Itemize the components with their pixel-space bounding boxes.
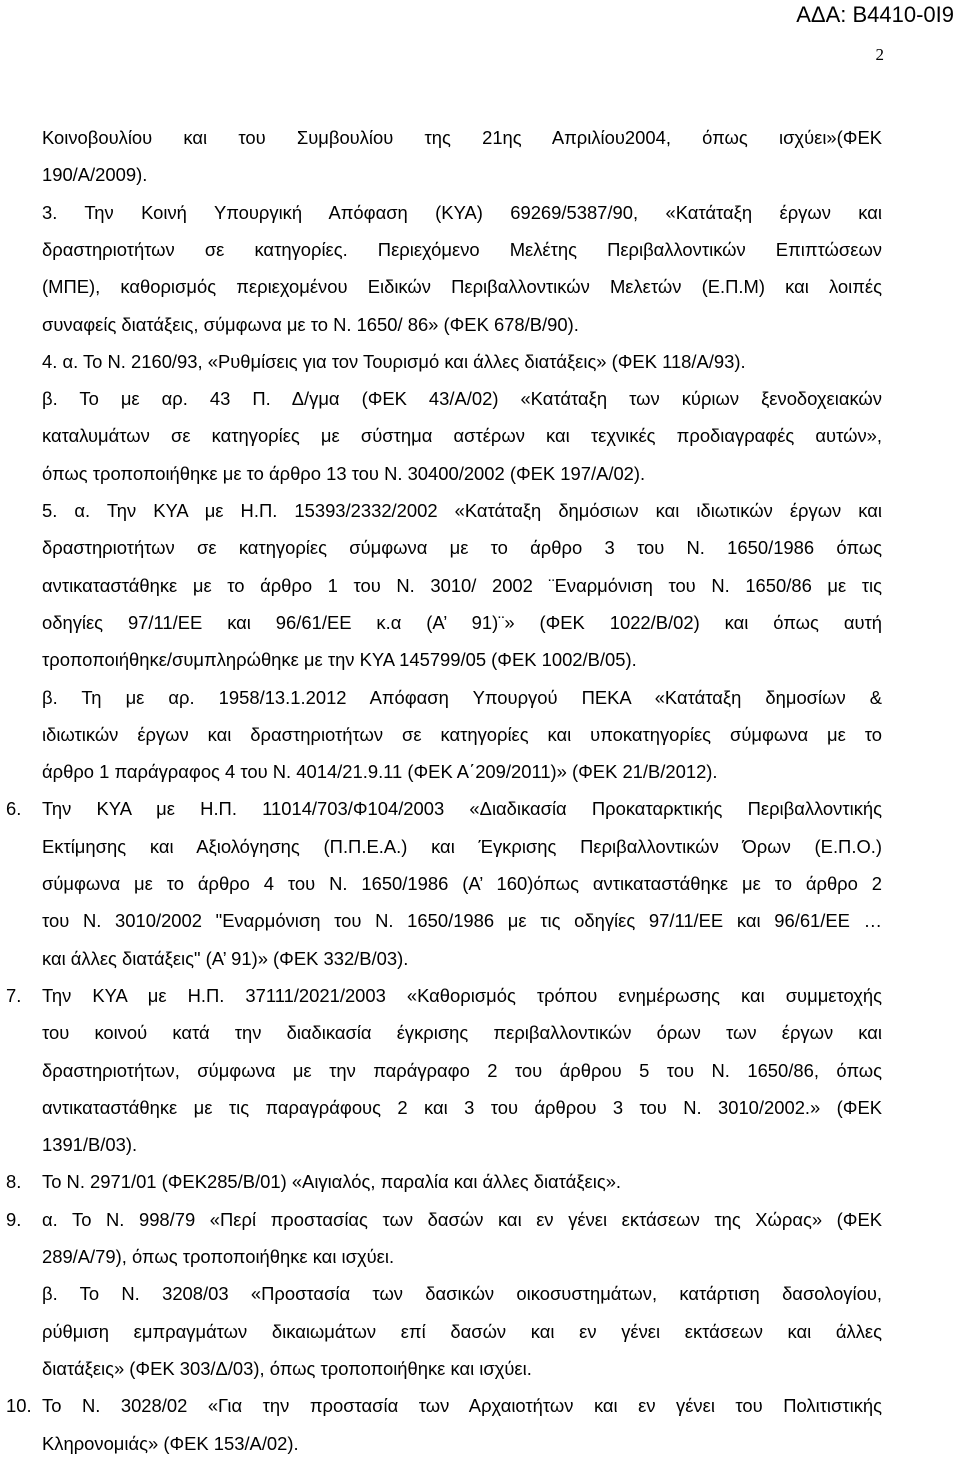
text-line: α. Το Ν. 998/79 «Περί προστασίας των δασών και εν γένει εκτάσεων της Χώρας» (ΦΕΚ <box>42 1209 882 1230</box>
ada-identifier: ΑΔΑ: Β4410-0Ι9 <box>796 2 954 27</box>
text-line: 4. α. Το Ν. 2160/93, «Ρυθμίσεις για τον Τουρισμό και άλλες διατάξεις» (ΦΕΚ 118/Α/93). <box>42 351 746 372</box>
list-number: 8. <box>6 1171 22 1192</box>
text-line: Κοινοβουλίου και του Συμβουλίου της 21ης Απριλίου2004, όπως ισχύει»(ΦΕΚ <box>42 127 882 148</box>
text-line: δραστηριοτήτων σε κατηγορίες. Περιεχόμενο Μελέτης Περιβαλλοντικών Επιπτώσεων <box>42 239 882 260</box>
text-line: 3. Την Κοινή Υπουργική Απόφαση (ΚΥΑ) 69269/5387/90, «Κατάταξη έργων και <box>42 202 882 223</box>
text-line: σύμφωνα με το άρθρο 4 του Ν. 1650/1986 (Α’ 160)όπως αντικαταστάθηκε με το άρθρο 2 <box>42 873 882 894</box>
text-line: Το Ν. 2971/01 (ΦΕΚ285/Β/01) «Αιγιαλός, παραλία και άλλες διατάξεις». <box>42 1171 622 1192</box>
text-line: του κοινού κατά την διαδικασία έγκρισης περιβαλλοντικών όρων των έργων και <box>42 1022 882 1043</box>
text-line: β. Το με αρ. 43 Π. Δ/γμα (ΦΕΚ 43/Α/02) «Κατάταξη των κύριων ξενοδοχειακών <box>42 388 882 409</box>
text-line: και άλλες διατάξεις" (Α’ 91)» (ΦΕΚ 332/Β/03). <box>42 948 409 969</box>
text-line: δραστηριοτήτων, σύμφωνα με την παράγραφο 2 του άρθρου 5 του Ν. 1650/86, όπως <box>42 1060 882 1081</box>
text-line: συναφείς διατάξεις, σύμφωνα με το Ν. 1650/ 86» (ΦΕΚ 678/Β/90). <box>42 314 579 335</box>
page-number: 2 <box>875 45 884 64</box>
text-line: ρύθμιση εμπραγμάτων δικαιωμάτων επί δασών και εν γένει εκτάσεων και άλλες <box>42 1321 882 1342</box>
text-line: β. Το Ν. 3208/03 «Προστασία των δασικών οικοσυστημάτων, κατάρτιση δασολογίου, <box>42 1283 882 1304</box>
text-line: 5. α. Την ΚΥΑ με Η.Π. 15393/2332/2002 «Κατάταξη δημόσιων και ιδιωτικών έργων και <box>42 500 882 521</box>
text-line: διατάξεις» (ΦΕΚ 303/Δ/03), όπως τροποποιήθηκε και ισχύει. <box>42 1358 532 1379</box>
text-line: δραστηριοτήτων σε κατηγορίες σύμφωνα με το άρθρο 3 του Ν. 1650/1986 όπως <box>42 537 882 558</box>
text-line: (ΜΠΕ), καθορισμός περιεχομένου Ειδικών Περιβαλλοντικών Μελετών (Ε.Π.Μ) και λοιπές <box>42 276 882 297</box>
list-number: 9. <box>6 1209 22 1230</box>
text-line: τροποποιήθηκε/συμπληρώθηκε με την ΚΥΑ 145799/05 (ΦΕΚ 1002/Β/05). <box>42 649 637 670</box>
text-line: 190/Α/2009). <box>42 164 148 185</box>
text-line: όπως τροποποιήθηκε με το άρθρο 13 του Ν. 30400/2002 (ΦΕΚ 197/Α/02). <box>42 463 646 484</box>
text-line: Την ΚΥΑ με Η.Π. 11014/703/Φ104/2003 «Διαδικασία Προκαταρκτικής Περιβαλλοντικής <box>42 798 882 819</box>
text-line: οδηγίες 97/11/ΕΕ και 96/61/ΕΕ κ.α (Α’ 91)¨» (ΦΕΚ 1022/Β/02) και όπως αυτή <box>42 612 882 633</box>
text-line: Εκτίμησης και Αξιολόγησης (Π.Π.Ε.Α.) και Έγκρισης Περιβαλλοντικών Όρων (Ε.Π.Ο.) <box>42 836 882 857</box>
text-line: του Ν. 3010/2002 "Εναρμόνιση του Ν. 1650/1986 με τις οδηγίες 97/11/ΕΕ και 96/61/ΕΕ … <box>42 910 882 931</box>
list-number: 7. <box>6 985 22 1006</box>
text-line: Κληρονομιάς» (ΦΕΚ 153/Α/02). <box>42 1433 299 1454</box>
list-number: 6. <box>6 798 22 819</box>
text-line: Την ΚΥΑ με Η.Π. 37111/2021/2003 «Καθορισμός τρόπου ενημέρωσης και συμμετοχής <box>42 985 882 1006</box>
text-line: άρθρο 1 παράγραφος 4 του Ν. 4014/21.9.11 (ΦΕΚ Α΄209/2011)» (ΦΕΚ 21/Β/2012). <box>42 761 718 782</box>
text-line: καταλυμάτων σε κατηγορίες με σύστημα αστέρων και τεχνικές προδιαγραφές αυτών», <box>42 425 882 446</box>
text-line: β. Τη με αρ. 1958/13.1.2012 Απόφαση Υπουργού ΠΕΚΑ «Κατάταξη δημοσίων & <box>42 687 882 708</box>
text-line: αντικαταστάθηκε με το άρθρο 1 του Ν. 3010/ 2002 ¨Εναρμόνιση του Ν. 1650/86 με τις <box>42 575 882 596</box>
text-line: Το Ν. 3028/02 «Για την προστασία των Αρχαιοτήτων και εν γένει του Πολιτιστικής <box>42 1395 882 1416</box>
text-line: ιδιωτικών έργων και δραστηριοτήτων σε κατηγορίες και υποκατηγορίες σύμφωνα με το <box>42 724 882 745</box>
list-number: 10. <box>6 1395 32 1416</box>
text-line: αντικαταστάθηκε με τις παραγράφους 2 και 3 του άρθρου 3 του Ν. 3010/2002.» (ΦΕΚ <box>42 1097 882 1118</box>
text-line: 1391/Β/03). <box>42 1134 138 1155</box>
text-line: 289/Α/79), όπως τροποποιήθηκε και ισχύει. <box>42 1246 395 1267</box>
